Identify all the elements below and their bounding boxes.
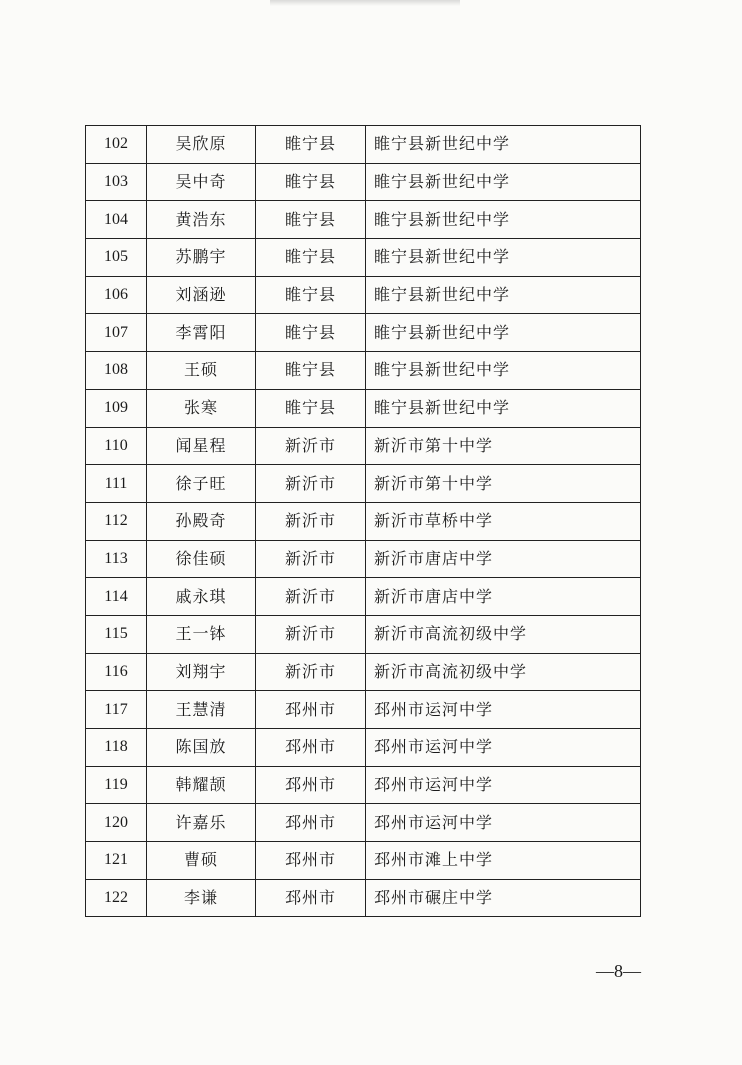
table-row	[86, 729, 641, 767]
school-name: 新沂市第十中学	[366, 427, 641, 465]
student-name: 刘翔宇	[147, 653, 256, 691]
table-row	[86, 766, 641, 804]
row-number: 113	[86, 540, 147, 578]
student-name: 闻星程	[147, 427, 256, 465]
student-name: 李谦	[147, 879, 256, 917]
student-name: 李霄阳	[147, 314, 256, 352]
student-name: 王硕	[147, 352, 256, 390]
table-row	[86, 879, 641, 917]
student-name: 王慧清	[147, 691, 256, 729]
school-name: 新沂市唐店中学	[366, 578, 641, 616]
county-name: 邳州市	[256, 842, 366, 880]
student-name: 戚永琪	[147, 578, 256, 616]
table-row	[86, 239, 641, 277]
county-name: 睢宁县	[256, 201, 366, 239]
row-number: 107	[86, 314, 147, 352]
school-name: 新沂市高流初级中学	[366, 615, 641, 653]
county-name: 睢宁县	[256, 126, 366, 164]
school-name: 睢宁县新世纪中学	[366, 239, 641, 277]
student-name: 苏鹏宇	[147, 239, 256, 277]
table-row	[86, 389, 641, 427]
row-number: 109	[86, 389, 147, 427]
student-name: 徐佳硕	[147, 540, 256, 578]
county-name: 新沂市	[256, 578, 366, 616]
scan-smudge	[270, 0, 460, 6]
county-name: 睢宁县	[256, 314, 366, 352]
table-row	[86, 653, 641, 691]
student-name: 曹硕	[147, 842, 256, 880]
row-number: 112	[86, 502, 147, 540]
roster-table	[85, 125, 641, 917]
county-name: 睢宁县	[256, 276, 366, 314]
student-name: 黄浩东	[147, 201, 256, 239]
school-name: 睢宁县新世纪中学	[366, 276, 641, 314]
table-row	[86, 465, 641, 503]
county-name: 新沂市	[256, 502, 366, 540]
county-name: 睢宁县	[256, 352, 366, 390]
school-name: 邳州市碾庄中学	[366, 879, 641, 917]
row-number: 105	[86, 239, 147, 277]
county-name: 睢宁县	[256, 239, 366, 277]
school-name: 睢宁县新世纪中学	[366, 201, 641, 239]
table-row	[86, 502, 641, 540]
page-number: —8—	[596, 961, 641, 981]
school-name: 睢宁县新世纪中学	[366, 126, 641, 164]
table-row	[86, 804, 641, 842]
table-row	[86, 615, 641, 653]
student-name: 韩耀颉	[147, 766, 256, 804]
row-number: 118	[86, 729, 147, 767]
school-name: 邳州市运河中学	[366, 691, 641, 729]
school-name: 睢宁县新世纪中学	[366, 163, 641, 201]
row-number: 110	[86, 427, 147, 465]
county-name: 邳州市	[256, 804, 366, 842]
table-row	[86, 540, 641, 578]
student-name: 吴欣原	[147, 126, 256, 164]
school-name: 睢宁县新世纪中学	[366, 389, 641, 427]
table-row	[86, 578, 641, 616]
table-row	[86, 126, 641, 164]
table-row	[86, 427, 641, 465]
student-name: 刘涵逊	[147, 276, 256, 314]
student-name: 徐子旺	[147, 465, 256, 503]
student-name: 王一钵	[147, 615, 256, 653]
county-name: 新沂市	[256, 427, 366, 465]
county-name: 邳州市	[256, 879, 366, 917]
school-name: 新沂市高流初级中学	[366, 653, 641, 691]
table-row	[86, 842, 641, 880]
row-number: 120	[86, 804, 147, 842]
roster-table-body	[86, 126, 641, 917]
county-name: 新沂市	[256, 540, 366, 578]
row-number: 115	[86, 615, 147, 653]
row-number: 102	[86, 126, 147, 164]
student-name: 吴中奇	[147, 163, 256, 201]
county-name: 邳州市	[256, 691, 366, 729]
county-name: 邳州市	[256, 729, 366, 767]
table-row	[86, 201, 641, 239]
school-name: 邳州市运河中学	[366, 804, 641, 842]
school-name: 新沂市第十中学	[366, 465, 641, 503]
student-name: 陈国放	[147, 729, 256, 767]
row-number: 108	[86, 352, 147, 390]
row-number: 116	[86, 653, 147, 691]
row-number: 121	[86, 842, 147, 880]
county-name: 新沂市	[256, 615, 366, 653]
school-name: 新沂市草桥中学	[366, 502, 641, 540]
school-name: 邳州市运河中学	[366, 729, 641, 767]
school-name: 新沂市唐店中学	[366, 540, 641, 578]
county-name: 睢宁县	[256, 163, 366, 201]
county-name: 睢宁县	[256, 389, 366, 427]
student-name: 许嘉乐	[147, 804, 256, 842]
county-name: 新沂市	[256, 465, 366, 503]
county-name: 邳州市	[256, 766, 366, 804]
table-row	[86, 691, 641, 729]
table-row	[86, 276, 641, 314]
row-number: 122	[86, 879, 147, 917]
school-name: 睢宁县新世纪中学	[366, 352, 641, 390]
row-number: 106	[86, 276, 147, 314]
row-number: 119	[86, 766, 147, 804]
student-name: 张寒	[147, 389, 256, 427]
row-number: 114	[86, 578, 147, 616]
school-name: 邳州市运河中学	[366, 766, 641, 804]
county-name: 新沂市	[256, 653, 366, 691]
table-row	[86, 163, 641, 201]
student-name: 孙殿奇	[147, 502, 256, 540]
row-number: 111	[86, 465, 147, 503]
table-row	[86, 352, 641, 390]
row-number: 117	[86, 691, 147, 729]
school-name: 邳州市滩上中学	[366, 842, 641, 880]
table-row	[86, 314, 641, 352]
school-name: 睢宁县新世纪中学	[366, 314, 641, 352]
row-number: 104	[86, 201, 147, 239]
row-number: 103	[86, 163, 147, 201]
